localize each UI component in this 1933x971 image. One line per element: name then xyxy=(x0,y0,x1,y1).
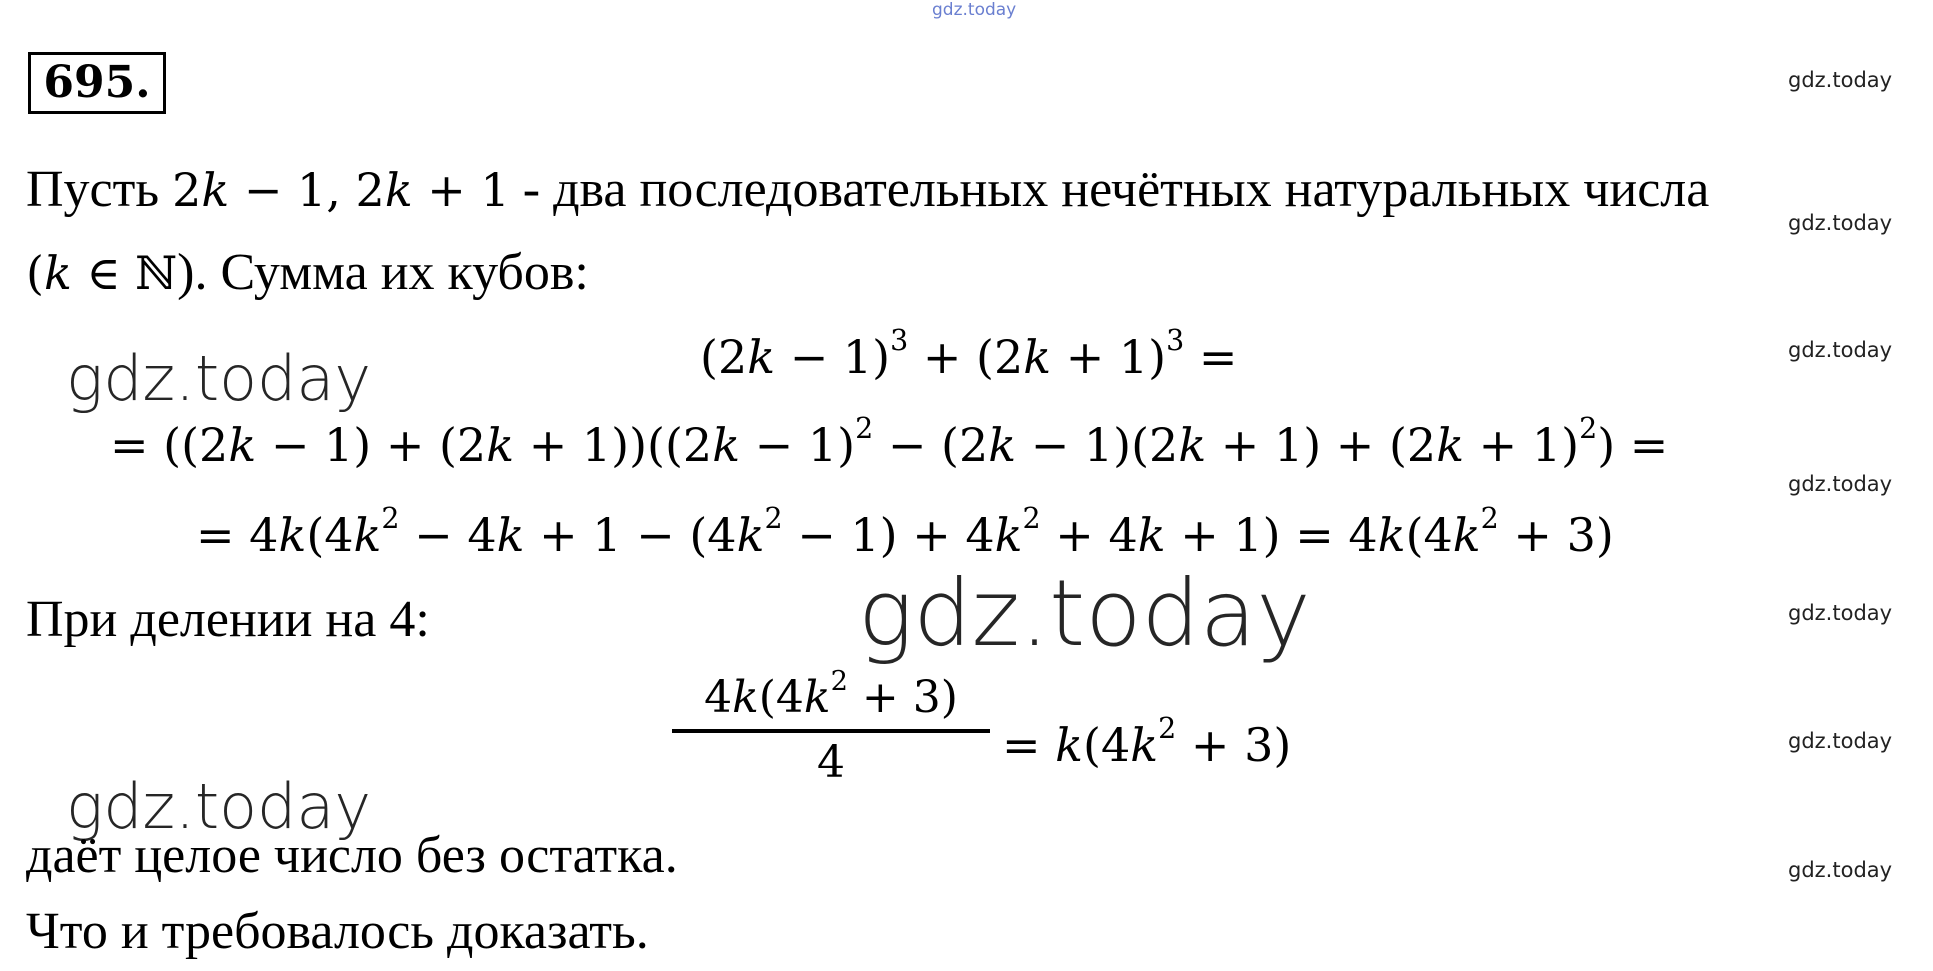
big-watermark: gdz.today xyxy=(66,770,372,843)
side-watermark: gdz.today xyxy=(1788,338,1893,362)
fraction-bar xyxy=(672,729,990,733)
intro-math-numbers: 2k − 1, 2k + 1 xyxy=(172,163,510,217)
fraction xyxy=(672,666,990,788)
conclusion-line-1: даёт целое число без остатка. xyxy=(26,827,678,884)
side-watermark: gdz.today xyxy=(1788,601,1893,625)
intro-suffix: - два последовательных нечётных натуральных числа xyxy=(509,161,1710,218)
fraction-result: = $k(4k^2 + 3)$ xyxy=(1002,712,1292,772)
big-watermark-center: gdz.today xyxy=(858,560,1311,667)
fraction-numerator: $4k(4k^2 + 3)$ xyxy=(704,666,958,723)
side-watermark: gdz.today xyxy=(1788,729,1893,753)
intro-line-1 xyxy=(26,160,1709,219)
equation-sum-cubes: $(2k - 1)^3 + (2k + 1)^3$ = xyxy=(700,324,1238,384)
intro-prefix: Пусть xyxy=(26,161,173,218)
big-watermark: gdz.today xyxy=(66,342,372,415)
problem-number: 695. xyxy=(28,52,166,114)
side-watermark: gdz.today xyxy=(1788,472,1893,496)
division-heading: При делении на 4: xyxy=(26,591,430,648)
intro-math-set: (k ∈ ℕ xyxy=(26,246,178,300)
top-watermark: gdz.today xyxy=(932,0,1017,20)
fraction-denominator: 4 xyxy=(817,737,845,788)
side-watermark: gdz.today xyxy=(1788,211,1893,235)
intro-line-2-text: ). Сумма их кубов: xyxy=(177,244,589,301)
equation-simplified: = $4k(4k^2 - 4k + 1 - (4k^2 - 1) + 4k^2 + 4k + 1) = 4k(4k^2 + 3)$ xyxy=(196,502,1614,562)
side-watermark: gdz.today xyxy=(1788,68,1893,92)
side-watermark: gdz.today xyxy=(1788,858,1893,882)
equation-factorization: = $((2k - 1) + (2k + 1))((2k - 1)^2 - (2k - 1)(2k + 1) + (2k + 1)^2)$ = xyxy=(110,412,1669,472)
intro-line-2 xyxy=(26,243,589,302)
conclusion-line-2: Что и требовалось доказать. xyxy=(26,903,649,960)
